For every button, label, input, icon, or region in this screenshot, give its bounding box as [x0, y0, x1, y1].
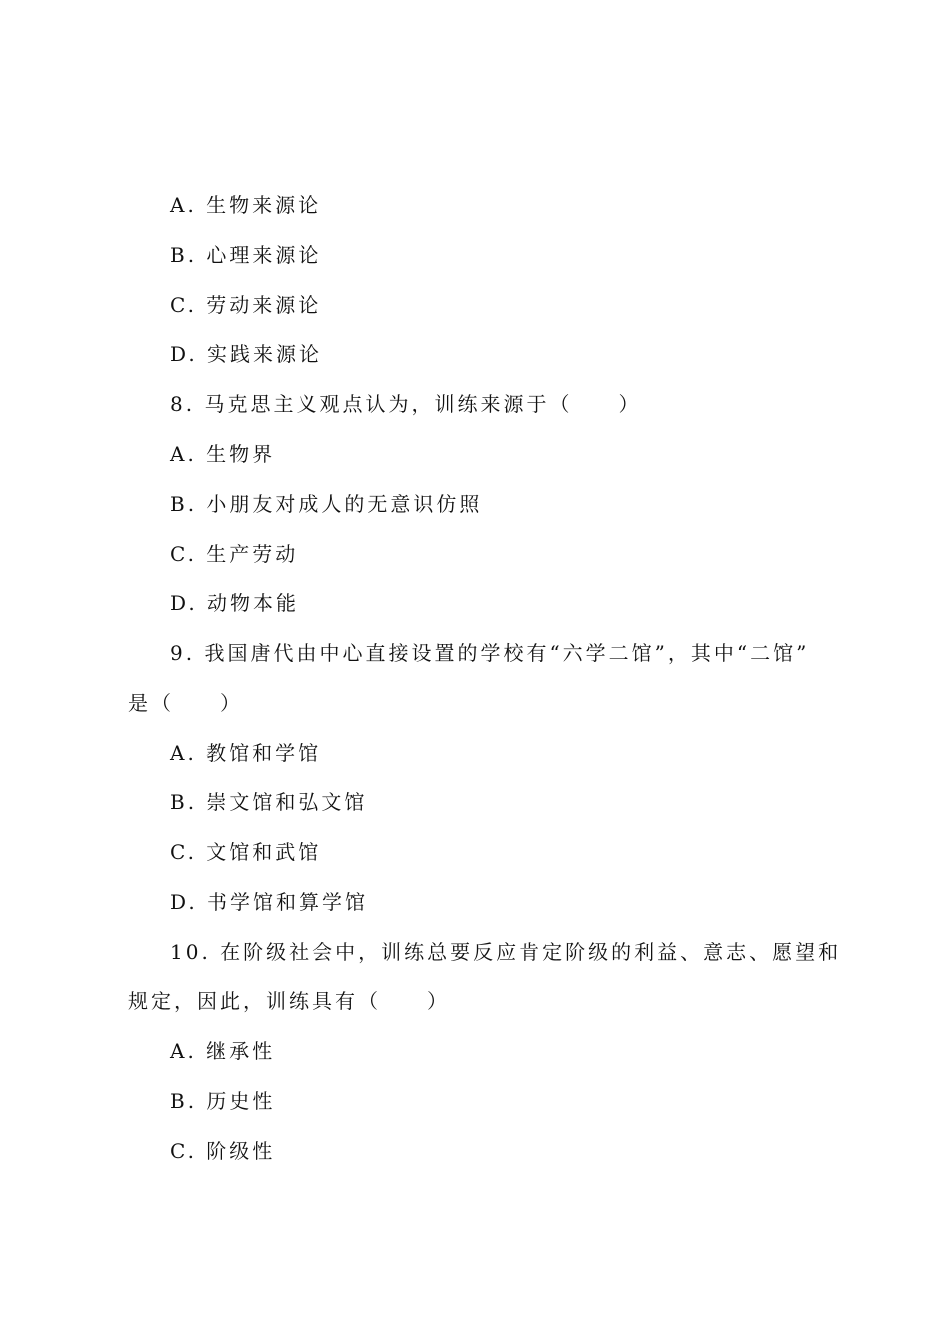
q10-option-b: B. 历史性	[170, 1089, 276, 1113]
q8-option-d: D. 动物本能	[170, 591, 300, 615]
q7-option-a: A. 生物来源论	[170, 193, 322, 217]
q10-stem-line2: 规定，因此，训练具有（ ）	[128, 989, 450, 1013]
q9-stem-line1: 9. 我国唐代由中心直接设置的学校有“六学二馆”，其中“二馆”	[170, 641, 810, 665]
q8-option-c: C. 生产劳动	[170, 542, 299, 566]
q8-option-a: A. 生物界	[170, 442, 276, 466]
q9-option-a: A. 教馆和学馆	[170, 741, 322, 765]
q9-option-b: B. 崇文馆和弘文馆	[170, 790, 368, 814]
q9-option-d: D. 书学馆和算学馆	[170, 890, 369, 914]
q7-option-c: C. 劳动来源论	[170, 293, 322, 317]
q10-option-c: C. 阶级性	[170, 1139, 276, 1163]
q10-stem-line1: 10. 在阶级社会中，训练总要反应肯定阶级的利益、意志、愿望和	[170, 940, 842, 964]
q10-option-a: A. 继承性	[170, 1039, 276, 1063]
q8-stem: 8. 马克思主义观点认为，训练来源于（ ）	[170, 392, 642, 416]
q8-option-b: B. 小朋友对成人的无意识仿照	[170, 492, 483, 516]
q9-option-c: C. 文馆和武馆	[170, 840, 322, 864]
q7-option-b: B. 心理来源论	[170, 243, 322, 267]
q7-option-d: D. 实践来源论	[170, 342, 323, 366]
q9-stem-line2: 是（ ）	[128, 691, 243, 715]
